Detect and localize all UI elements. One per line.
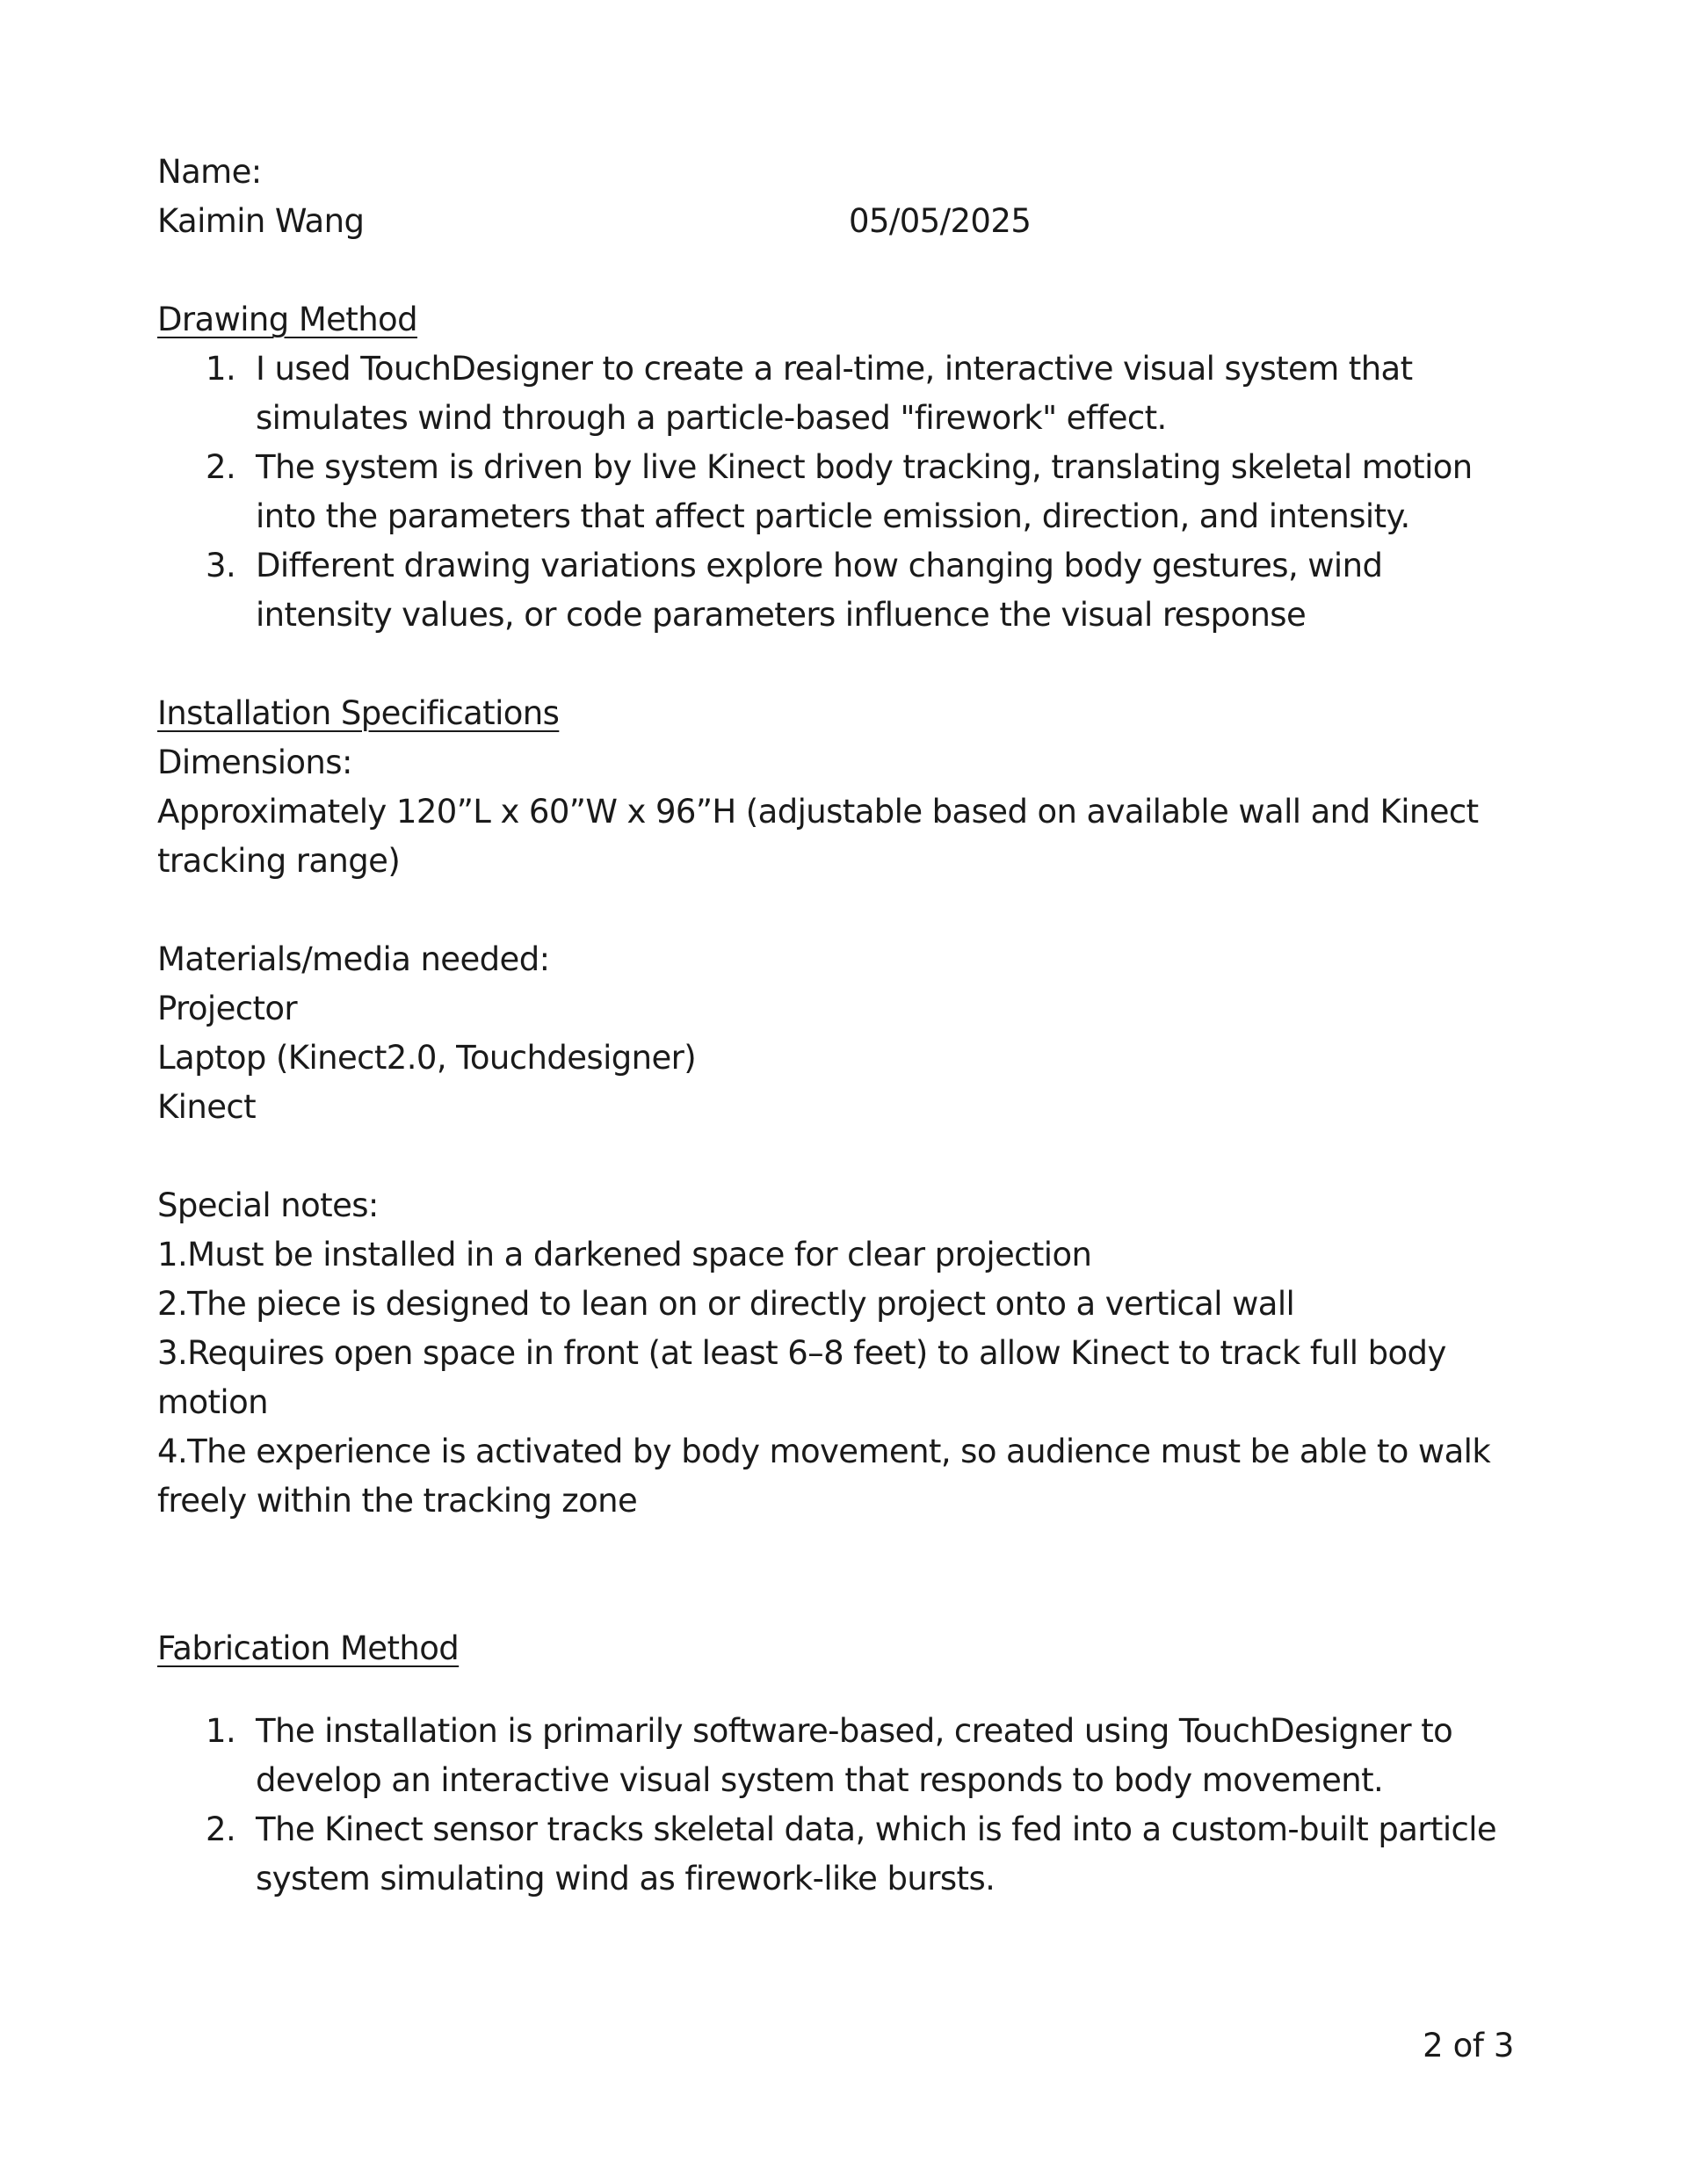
special-note: 3.Requires open space in front (at least 6–8 feet) to allow Kinect to track full body motion (157, 1334, 1446, 1421)
material-item: Kinect (157, 1088, 257, 1126)
installation-heading: Installation Specifications (157, 694, 560, 732)
list-item-text: The system is driven by live Kinect body tracking, translating skeletal motion into the parameters that affect particle emission, direction, and intensity. (256, 448, 1473, 535)
list-item-text: The installation is primarily software-based, created using TouchDesigner to develop an interactive visual system that responds to body movement. (256, 1712, 1453, 1799)
materials-label: Materials/media needed: (157, 940, 550, 978)
drawing-method-heading: Drawing Method (157, 301, 417, 338)
document-date: 05/05/2025 (849, 202, 1032, 240)
special-note: 2.The piece is designed to lean on or directly project onto a vertical wall (157, 1285, 1295, 1323)
drawing-method-list (157, 345, 1528, 640)
author-name: Kaimin Wang (157, 202, 365, 240)
list-item (157, 1707, 1528, 1805)
list-item-number: 1. (206, 1712, 236, 1750)
list-item-number: 2. (206, 448, 236, 486)
material-item: Laptop (Kinect2.0, Touchdesigner) (157, 1039, 697, 1077)
page-number: 2 of 3 (1423, 2027, 1514, 2064)
list-item-text: I used TouchDesigner to create a real-time, interactive visual system that simulates wind through a particle-based "firework" effect. (256, 350, 1413, 437)
fabrication-method-list (157, 1707, 1528, 1904)
list-item-text: Different drawing variations explore how changing body gestures, wind intensity values, or code parameters influence the visual response (256, 547, 1383, 634)
list-item-text: The Kinect sensor tracks skeletal data, which is fed into a custom-built particle system simulating wind as firework-like bursts. (256, 1810, 1497, 1897)
list-item (157, 1805, 1528, 1904)
fabrication-method-heading: Fabrication Method (157, 1629, 460, 1667)
list-item-number: 1. (206, 350, 236, 388)
list-item (157, 541, 1528, 640)
list-item-number: 2. (206, 1810, 236, 1848)
name-label: Name: (157, 153, 262, 191)
list-item-number: 3. (206, 547, 236, 584)
name-date-row (157, 197, 1528, 246)
material-item: Projector (157, 990, 298, 1027)
special-note: 4.The experience is activated by body movement, so audience must be able to walk freely within the tracking zone (157, 1433, 1491, 1520)
dimensions-value: Approximately 120”L x 60”W x 96”H (adjustable based on available wall and Kinect tracking range) (157, 793, 1479, 880)
dimensions-label: Dimensions: (157, 744, 352, 781)
document-page (157, 148, 1528, 1904)
special-notes-label: Special notes: (157, 1186, 379, 1224)
special-note: 1.Must be installed in a darkened space for clear projection (157, 1236, 1092, 1273)
list-item (157, 443, 1528, 541)
list-item (157, 345, 1528, 443)
